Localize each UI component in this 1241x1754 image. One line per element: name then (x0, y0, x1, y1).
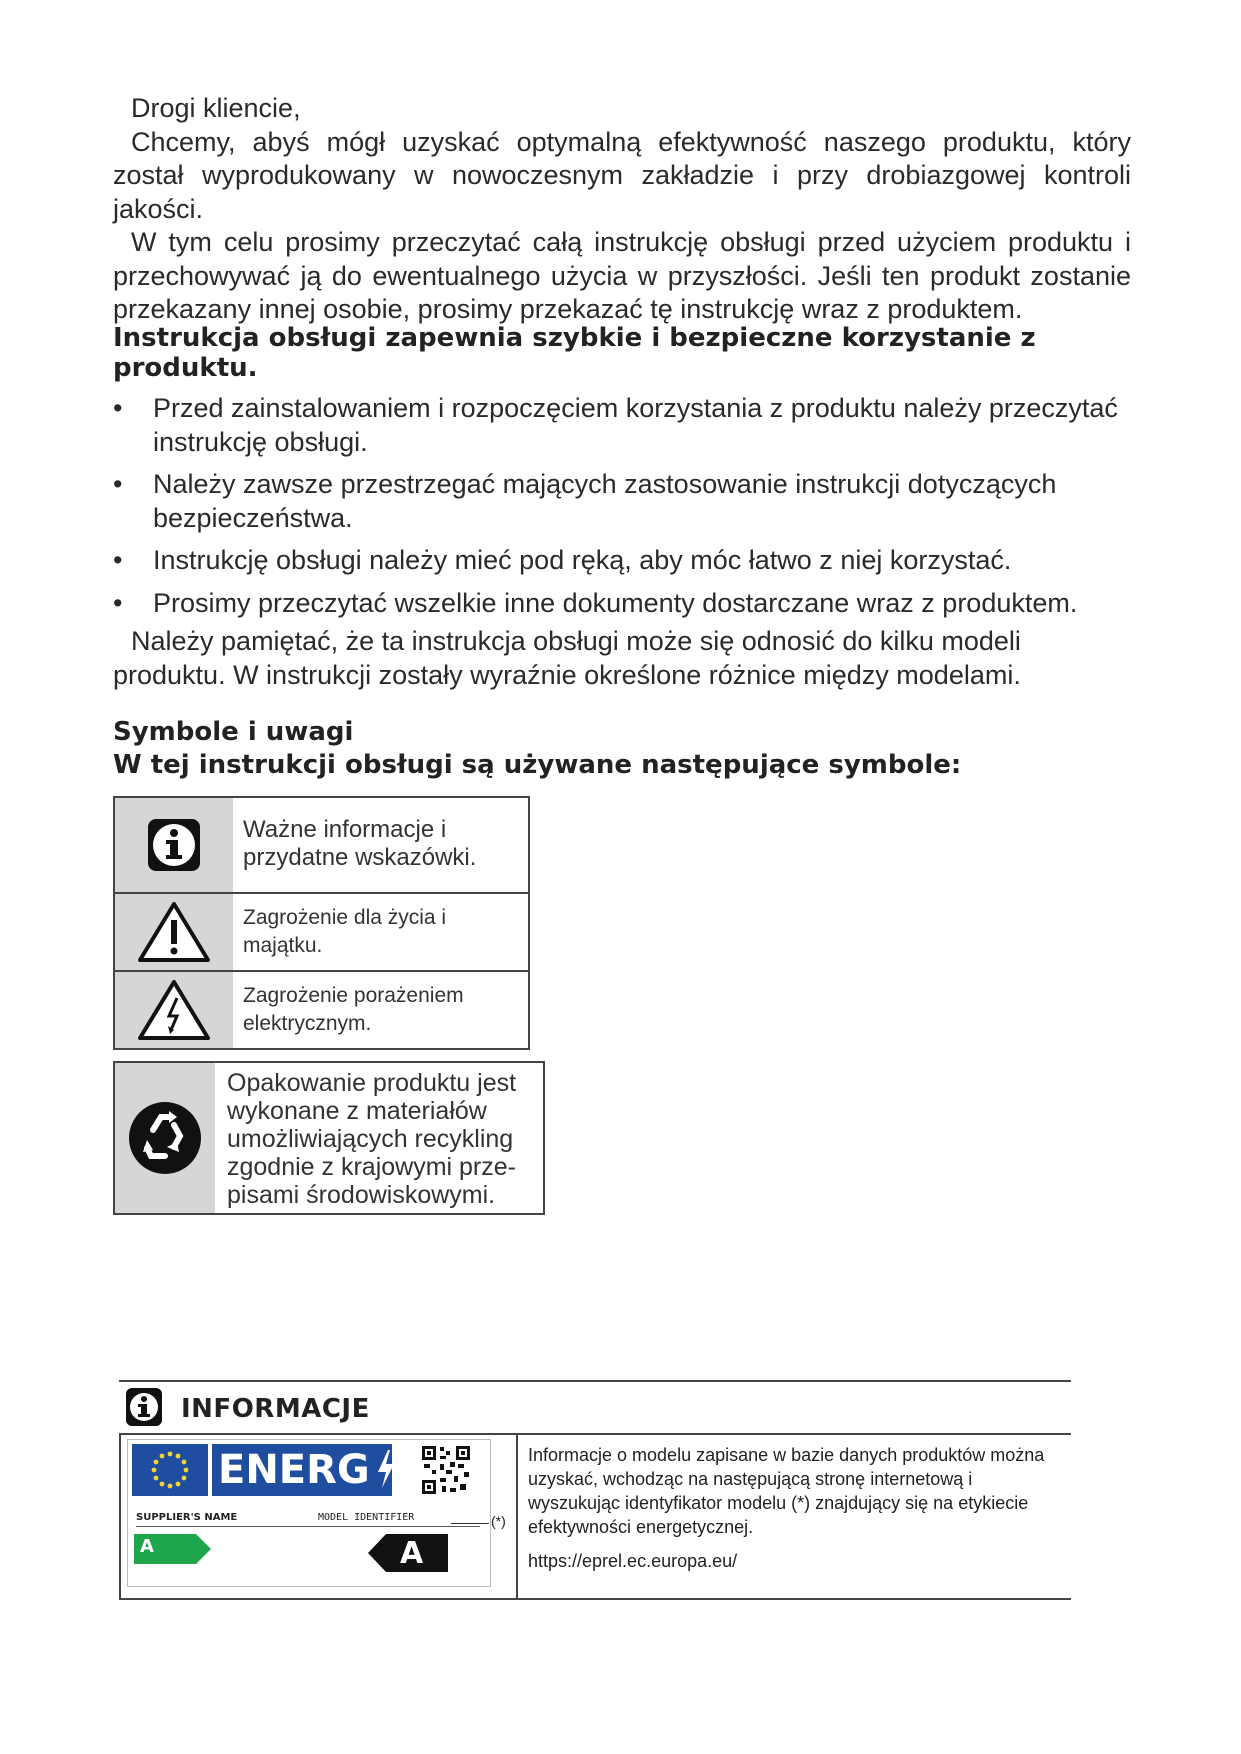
intro-block (113, 92, 1131, 327)
info-header (119, 1380, 1071, 1435)
models-note: Należy pamiętać, że ta instrukcja obsługi może się odnosić do kilku modeli produktu. W instrukcji zostały wyraźnie określone różnice między modelami. (113, 626, 1021, 690)
bullet-dot: • (113, 545, 123, 575)
bullet-dot: • (113, 469, 123, 499)
symbol-row-info (115, 798, 528, 894)
manual-heading: Instrukcja obsługi zapewnia szybkie i bezpieczne korzystanie z produktu. (113, 323, 1036, 383)
lightning-icon (376, 1448, 396, 1490)
bullet-text: Instrukcję obsługi należy mieć pod ręką, aby móc łatwo z niej korzystać. (153, 545, 1012, 575)
bullet-list (113, 392, 1143, 629)
intro-paragraph-2: W tym celu prosimy przeczytać całą instrukcję obsługi przed użyciem produktu i przechowywać ją do ewentualnego użycia w przyszłości. Jeśli ten produkt zostanie przekazany innej osobie, prosimy przekazać tę instrukcję wraz z produktem. (113, 227, 1131, 324)
class-right: A (400, 1536, 424, 1571)
bullet-text: Przed zainstalowaniem i rozpoczęciem korzystania z produktu należy przeczytać instrukcję obsługi. (153, 393, 1118, 457)
pointer-line (451, 1523, 489, 1524)
symbols-table (113, 796, 530, 1050)
warning-icon (115, 894, 233, 970)
list-item (113, 587, 1143, 621)
label-separator (136, 1526, 480, 1527)
symbol-row-electric (115, 972, 528, 1048)
info-text: Informacje o modelu zapisane w bazie danych produktów można uzyskać, wchodząc na następującą stronę internetową i wyszukując identyfikator modelu (*) znajdujący się na etykiecie efektywności energetycznej. (528, 1445, 1045, 1537)
qr-code-icon (420, 1444, 472, 1496)
symbol-text: Ważne informacje i przydatne wskazówki. (243, 816, 477, 871)
list-item (113, 544, 1143, 578)
electric-hazard-icon (115, 972, 233, 1048)
marker: (*) (491, 1513, 506, 1529)
bullet-text: Prosimy przeczytać wszelkie inne dokumenty dostarczane wraz z produktem. (153, 587, 1078, 618)
symbol-row-warning (115, 894, 528, 972)
symbol-text: Zagrożenie dla życia i majątku. (243, 906, 447, 957)
info-title: INFORMACJE (181, 1394, 370, 1424)
bullet-dot: • (113, 587, 123, 618)
frame-left (119, 1433, 121, 1598)
bullet-dot: • (113, 393, 123, 423)
info-url[interactable]: https://eprel.ec.europa.eu/ (528, 1551, 738, 1571)
supplier-name: SUPPLIER'S NAME (136, 1512, 238, 1523)
eu-flag-icon (132, 1444, 208, 1496)
symbols-heading: Symbole i uwagi (113, 717, 354, 747)
info-icon (115, 798, 233, 892)
recycling-box (113, 1061, 545, 1215)
energy-label (127, 1439, 491, 1587)
greeting: Drogi kliencie, (131, 93, 301, 123)
recycling-text: Opakowanie produktu jest wykonane z materiałów umożliwiających recykling zgodnie z krajowymi prze-pisami środowiskowymi. (227, 1069, 517, 1209)
recycle-icon (115, 1063, 215, 1213)
symbols-subheading: W tej instrukcji obsługi są używane następujące symbole: (113, 750, 962, 780)
bullet-text: Należy zawsze przestrzegać mających zastosowanie instrukcji dotyczących bezpieczeństwa. (153, 469, 1057, 533)
symbol-text: Zagrożenie porażeniem elektrycznym. (243, 984, 464, 1035)
divider (516, 1433, 518, 1598)
list-item (113, 468, 1143, 535)
list-item (113, 392, 1143, 459)
info-body (119, 1433, 1071, 1600)
intro-paragraph-1: Chcemy, abyś mógł uzyskać optymalną efektywność naszego produktu, który został wyprodukowany w nowoczesnym zakładzie i przy drobiazgowej kontroli jakości. (113, 126, 1131, 224)
info-icon (125, 1387, 163, 1427)
energy-brand: ENERG (212, 1444, 392, 1496)
class-left: A (140, 1536, 154, 1557)
info-section (119, 1380, 1071, 1598)
model-identifier: MODEL IDENTIFIER (318, 1512, 415, 1523)
